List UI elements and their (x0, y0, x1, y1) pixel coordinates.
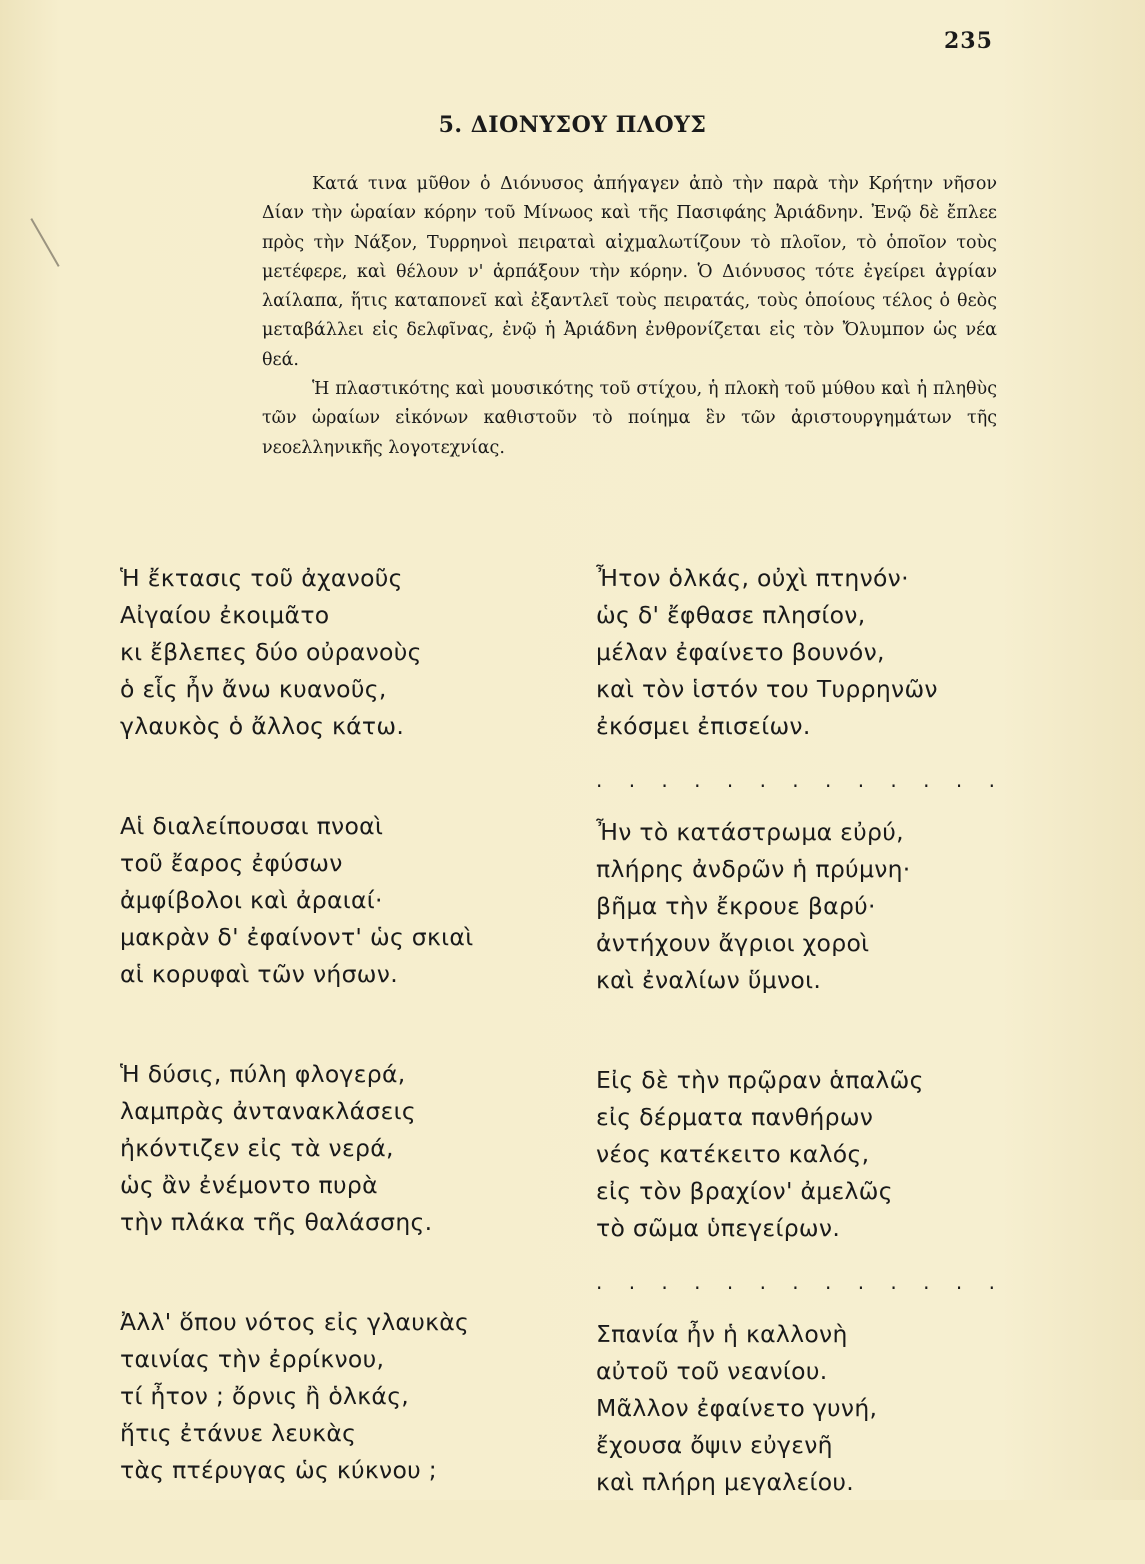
verse-line: ἠκόντιζεν εἰς τὰ νερά, (120, 1134, 394, 1162)
verse-line: νέος κατέκειτο καλός, (596, 1140, 870, 1168)
verse-line: εἰς δέρματα πανθήρων (596, 1103, 874, 1131)
verse-line: ἀντήχουν ἄγριοι χοροὶ (596, 929, 870, 957)
stanza (596, 1316, 1036, 1501)
verse-line: πλήρης ἀνδρῶν ἡ πρύμνη· (596, 855, 911, 883)
verse-line: Μᾶλλον ἐφαίνετο γυνή, (596, 1394, 878, 1422)
verse-line: Ἦν τὸ κατάστρωμα εὐρύ, (596, 818, 904, 846)
verse-line: καὶ ἐναλίων ὕμνοι. (596, 966, 822, 994)
verse-line: ὡς ἂν ἐνέμοντο πυρὰ (120, 1171, 378, 1199)
verse-line: Σπανία ἦν ἡ καλλονὴ (596, 1320, 848, 1348)
verse-line: ἀμφίβολοι καὶ ἀραιαί· (120, 886, 383, 914)
verse-line: Αἱ διαλείπουσαι πνοαὶ (120, 812, 384, 840)
introduction (262, 170, 997, 463)
poem-title: 5. ΔΙΟΝΥΣΟΥ ΠΛΟΥΣ (438, 112, 707, 138)
verse-line: τί ἦτον ; ὄρνις ἢ ὁλκάς, (120, 1382, 410, 1410)
stanza (596, 814, 1036, 999)
verse-line: Ἡ δύσις, πύλη φλογερά, (120, 1060, 406, 1088)
verse-line: μακρὰν δ' ἐφαίνοντ' ὡς σκιαὶ (120, 923, 474, 951)
poem-left-column (120, 560, 560, 1552)
verse-line: Ἀλλ' ὅπου νότος εἰς γλαυκὰς (120, 1308, 470, 1336)
verse-line: αἱ κορυφαὶ τῶν νήσων. (120, 960, 398, 988)
verse-line: ἔχουσα ὄψιν εὐγενῆ (596, 1431, 833, 1459)
verse-line: Ἡ ἔκτασις τοῦ ἀχανοῦς (120, 564, 403, 592)
intro-paragraph: Κατά τινα μῦθον ὁ Διόνυσος ἀπήγαγεν ἀπὸ τὴν παρὰ τὴν Κρήτην νῆσον Δίαν τὴν ὡραίαν κόρην τοῦ Μίνωος καὶ τῆς Πασιφάης Ἀριάδνην. Ἐνῷ δὲ ἔπλεε πρὸς τὴν Νάξον, Τυρρηνοὶ πειραταὶ αἰχμαλωτίζουν τὸ πλοῖον, τὸ ὁποῖον τοὺς μετέφερε, καὶ θέλουν ν' ἁρπάξουν τὴν κόρην. Ὁ Διόνυσος τότε ἐγείρει ἀγρίαν λαίλαπα, ἥτις καταπονεῖ καὶ ἐξαντλεῖ τοὺς πειρατάς, τοὺς ὁποίους τέλος ὁ θεὸς μεταβάλλει εἰς δελφῖνας, ἐνῷ ἡ Ἀριάδνη ἐνθρονίζεται εἰς τὸν Ὄλυμπον ὡς νέα θεά. (262, 174, 997, 370)
verse-line: κι ἔβλεπες δύο οὐρανοὺς (120, 638, 422, 666)
verse-line: εἰς τὸν βραχίον' ἀμελῶς (596, 1177, 893, 1205)
stanza (120, 1056, 560, 1241)
verse-line: καὶ τὸν ἱστόν του Τυρρηνῶν (596, 675, 938, 703)
verse-line: γλαυκὸς ὁ ἄλλος κάτω. (120, 712, 405, 740)
verse-line: Αἰγαίου ἐκοιμᾶτο (120, 601, 330, 629)
ellipsis-separator: . . . . . . . . . . . . . (596, 1270, 1005, 1294)
verse-line: ταινίας τὴν ἐρρίκνου, (120, 1345, 385, 1373)
verse-line: τοῦ ἔαρος ἐφύσων (120, 849, 343, 877)
verse-line: λαμπρὰς ἀντανακλάσεις (120, 1097, 416, 1125)
verse-line: ὁ εἷς ἦν ἄνω κυανοῦς, (120, 675, 387, 703)
verse-line: τὴν πλάκα τῆς θαλάσσης. (120, 1208, 433, 1236)
stanza (596, 560, 1036, 745)
stanza (120, 560, 560, 745)
poem-right-column (596, 560, 1036, 1564)
verse-line: Ἦτον ὁλκάς, οὐχὶ πτηνόν· (596, 564, 909, 592)
stanza (120, 1304, 560, 1489)
page-number: 235 (944, 28, 993, 54)
verse-line: τὰς πτέρυγας ὡς κύκνου ; (120, 1456, 438, 1484)
stanza (596, 1062, 1036, 1247)
verse-line: καὶ πλήρη μεγαλείου. (596, 1468, 855, 1496)
verse-line: βῆμα τὴν ἔκρουε βαρύ· (596, 892, 876, 920)
ellipsis-separator: . . . . . . . . . . . . . (596, 768, 1005, 792)
margin-pencil-mark (30, 218, 59, 267)
intro-paragraph: Ἡ πλαστικότης καὶ μουσικότης τοῦ στίχου, ἡ πλοκὴ τοῦ μύθου καὶ ἡ πληθὺς τῶν ὡραίων εἰκόνων καθιστοῦν τὸ ποίημα ἓν τῶν ἀριστουργημάτων τῆς νεοελληνικῆς λογοτεχνίας. (262, 379, 997, 458)
verse-line: ἐκόσμει ἐπισείων. (596, 712, 811, 740)
verse-line: τὸ σῶμα ὑπεγείρων. (596, 1214, 841, 1242)
verse-line: Εἰς δὲ τὴν πρῷραν ἁπαλῶς (596, 1066, 924, 1094)
stanza (120, 808, 560, 993)
verse-line: αὐτοῦ τοῦ νεανίου. (596, 1357, 828, 1385)
verse-line: ὡς δ' ἔφθασε πλησίον, (596, 601, 866, 629)
verse-line: μέλαν ἐφαίνετο βουνόν, (596, 638, 885, 666)
verse-line: ἥτις ἐτάνυε λευκὰς (120, 1419, 357, 1447)
